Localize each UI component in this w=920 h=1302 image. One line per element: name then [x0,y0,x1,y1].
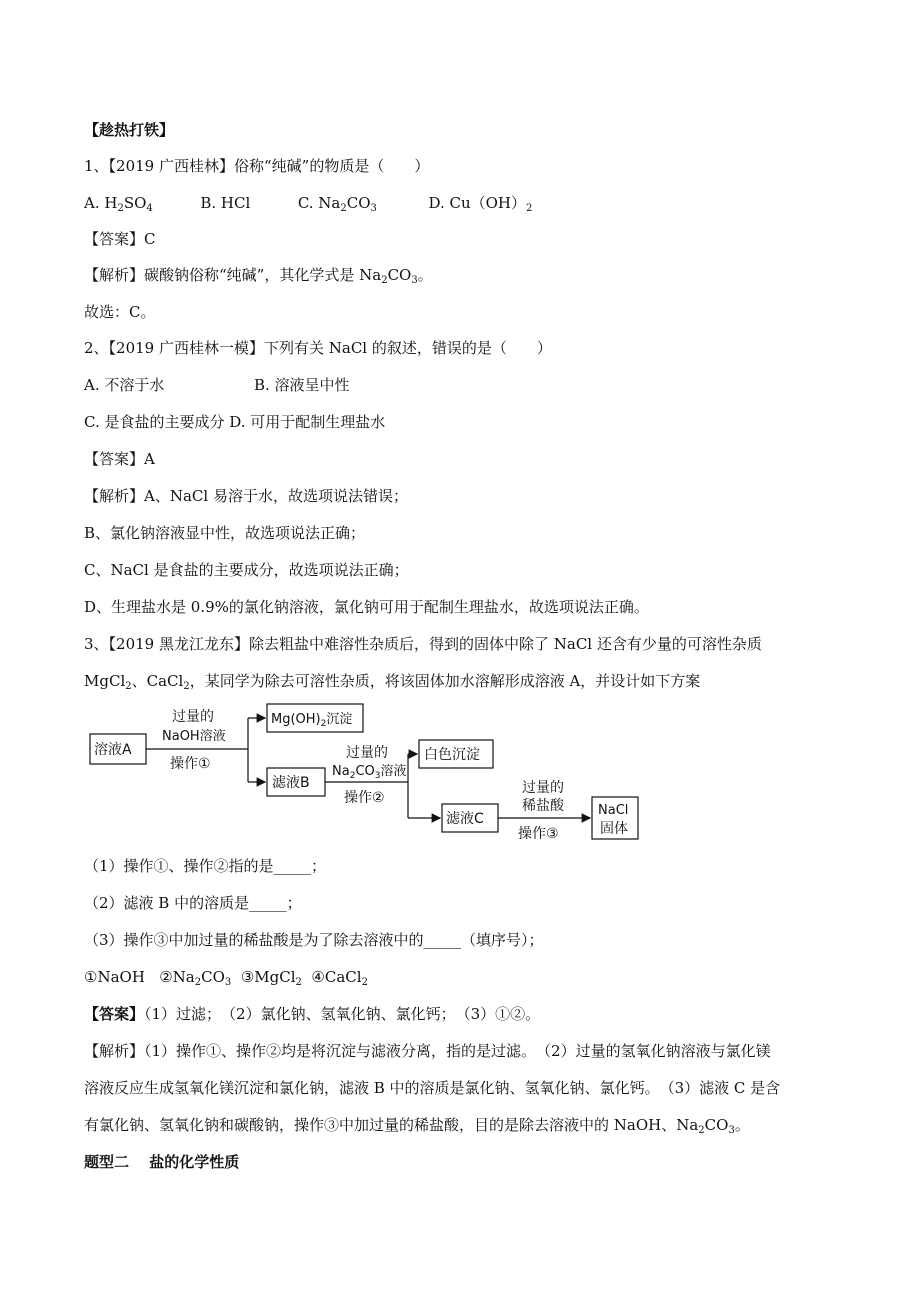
question-2-analysis-3: C、NaCl 是食盐的主要成分，故选项说法正确； [84,561,409,579]
flow-diagram [80,700,660,850]
question-2-analysis-1: 【解析】A、NaCl 易溶于水，故选项说法错误； [84,487,408,505]
label-reagent-2-top: 过量的 [346,745,388,761]
question-2-answer: 【答案】A [84,450,155,468]
section-title: 【趁热打铁】 [84,121,175,139]
label-op-1: 操作① [170,756,211,772]
label-filtrate-c: 滤液C [446,811,484,827]
question-3-analysis-1: 【解析】（1）操作①、操作②均是将沉淀与滤液分离，指的是过滤。 （2）过量的氢氧化钠溶液与氯化镁 [84,1042,771,1060]
question-1-answer: 【答案】C [84,230,156,248]
question-3-analysis-3: 有氯化钠、氢氧化钠和碳酸钠，操作③中加过量的稀盐酸，目的是除去溶液中的 NaOH、$Na_2CO_3$。 [84,1116,750,1136]
question-3-answer: 【答案】（1）过滤； （2）氯化钠、氢氧化钠、氯化钙； （3）①②。 [84,1005,541,1023]
label-solution-a: 溶液A [94,742,132,758]
label-reagent-1-top: 过量的 [172,709,214,725]
question-3-sub-3: （3）操作③中加过量的稀盐酸是为了除去溶液中的_____（填序号）； [84,931,544,949]
question-1-choose: 故选：C。 [84,303,156,321]
question-1-stem: 1、【2019 广西桂林】俗称“纯碱”的物质是（ ） [84,157,430,175]
option-b: B. 溶液呈中性 [254,376,350,394]
option-c: C. $Na_2CO_3$ [297,194,377,214]
option-a: A. 不溶于水 [84,376,165,394]
label-nacl: NaCl [598,803,629,818]
question-1-options [84,193,532,213]
question-2-options-cd [84,412,385,432]
option-c: C. 是食盐的主要成分 [84,413,225,431]
option-a: A. $H_2SO_4$ [84,194,153,214]
label-reagent-3-top: 过量的 [522,780,564,796]
label-reagent-2-bottom: $Na_2CO_3$溶液 [332,764,407,781]
question-3-sub-1: （1）操作①、操作②指的是_____； [84,857,327,875]
label-op-2: 操作② [344,790,385,806]
question-3-stem-2: MgCl$_2$、CaCl$_2$，某同学为除去可溶性杂质，将该固体加水溶解形成溶液 A，并设计如下方案 [84,672,701,692]
question-2-analysis-4: D、生理盐水是 0.9%的氯化钠溶液，氯化钠可用于配制生理盐水，故选项说法正确。 [84,598,649,616]
label-reagent-3-bottom: 稀盐酸 [522,798,564,814]
label-op-3: 操作③ [518,826,559,842]
question-2-stem: 2、【2019 广西桂林一模】下列有关 NaCl 的叙述，错误的是（ ） [84,339,552,357]
question-3-stem-1: 3、【2019 黑龙江龙东】除去粗盐中难溶性杂质后，得到的固体中除了 NaCl 还含有少量的可溶性杂质 [84,635,762,653]
question-1-analysis: 【解析】碳酸钠俗称“纯碱”，其化学式是 $Na_2CO_3$。 [84,266,433,286]
option-d: D. 可用于配制生理盐水 [229,413,386,431]
question-2-analysis-2: B、氯化钠溶液显中性，故选项说法正确； [84,524,366,542]
option-b: B. HCl [200,194,251,212]
option-d: D. $Cu(OH)_2$ [428,194,533,214]
question-3-choices: ①NaOH $②Na_2CO_3$ ③MgCl$_2$ ④CaCl$_2$ [84,968,368,988]
label-solid: 固体 [600,821,628,837]
label-mg-precipitate: $Mg(OH)_2$沉淀 [271,712,353,729]
section-2-title: 题型二 盐的化学性质 [84,1153,240,1171]
question-3-sub-2: （2）滤液 B 中的溶质是_____； [84,894,302,912]
label-filtrate-b: 滤液B [272,775,310,791]
label-reagent-1-bottom: NaOH溶液 [162,729,226,744]
question-2-options-ab [84,375,350,395]
label-white-precipitate: 白色沉淀 [424,747,480,763]
question-3-analysis-2: 溶液反应生成氢氧化镁沉淀和氯化钠，滤液 B 中的溶质是氯化钠、氢氧化钠、氯化钙。 （3）滤液 C 是含 [84,1079,781,1097]
